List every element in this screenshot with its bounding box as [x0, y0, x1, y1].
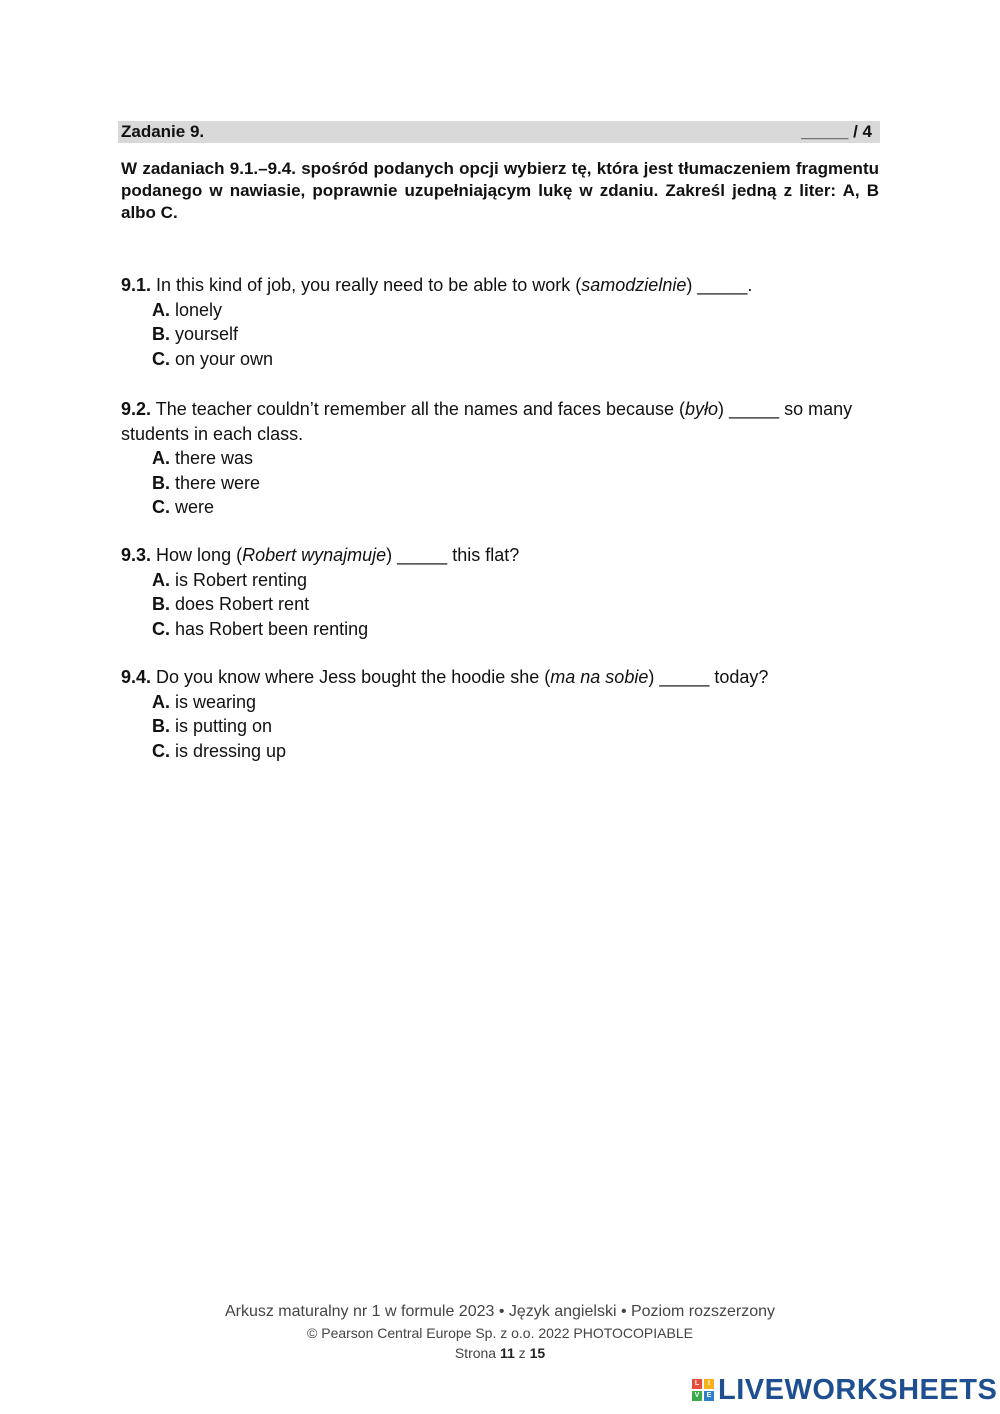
logo-mark-icon: L I V E [692, 1379, 714, 1401]
option-c[interactable]: C. is dressing up [152, 740, 287, 761]
footer-copyright: © Pearson Central Europe Sp. z o.o. 2022 PHOTOCOPIABLE [307, 1325, 693, 1341]
task-instruction: W zadaniach 9.1.–9.4. spośród podanych opcji wybierz tę, która jest tłumaczeniem fragmentu podanego w nawiasie, poprawnie uzupełniającym lukę w zdaniu. Zakreśl jedną z liter: A, B albo C. [121, 159, 879, 222]
question-9-4 [121, 665, 881, 763]
stem-text-end: ) _____ this flat? [386, 545, 520, 565]
question-number: 9.1. [121, 275, 152, 295]
option-a[interactable]: A. is wearing [152, 691, 257, 712]
stem-text: How long ( [151, 545, 243, 565]
option-c[interactable]: C. were [152, 497, 215, 517]
stem-text: The teacher couldn’t remember all the names and faces because ( [151, 399, 685, 419]
option-b[interactable]: B. yourself [152, 324, 239, 344]
question-stem [121, 665, 881, 690]
answer-options [121, 690, 881, 764]
stem-polish-phrase: samodzielnie [581, 275, 687, 295]
question-number: 9.3. [121, 545, 152, 565]
task-header [118, 121, 880, 143]
question-stem [121, 397, 881, 446]
answer-options [121, 298, 881, 372]
stem-polish-phrase: było [685, 399, 719, 419]
option-a[interactable]: A. lonely [152, 299, 223, 320]
option-b[interactable]: B. does Robert rent [152, 594, 310, 614]
option-c[interactable]: C. on your own [152, 348, 274, 369]
question-number: 9.2. [121, 399, 152, 419]
task-title: Zadanie 9. [121, 122, 205, 141]
question-9-2 [121, 397, 881, 520]
option-b[interactable]: B. there were [152, 472, 261, 493]
stem-text-end: ) _____. [686, 275, 753, 295]
option-c[interactable]: C. has Robert been renting [152, 618, 369, 639]
option-b[interactable]: B. is putting on [152, 716, 273, 736]
stem-text-end: ) _____ today? [648, 667, 769, 687]
question-9-1 [121, 273, 881, 371]
answer-options [121, 446, 881, 520]
option-a[interactable]: A. is Robert renting [152, 569, 308, 590]
stem-text-end: ) _____ so many students in each class. [121, 399, 853, 444]
score-field: _____ / 4 [801, 122, 872, 141]
question-9-3 [121, 543, 881, 641]
question-stem [121, 543, 881, 568]
question-stem [121, 273, 881, 298]
footer-exam-info: Arkusz maturalny nr 1 w formule 2023 • Język angielski • Poziom rozszerzony [224, 1303, 776, 1320]
stem-text: Do you know where Jess bought the hoodie she ( [151, 667, 551, 687]
answer-options [121, 568, 881, 642]
question-number: 9.4. [121, 667, 152, 687]
stem-text: In this kind of job, you really need to be able to work ( [151, 275, 582, 295]
liveworksheets-logo [692, 1372, 997, 1408]
logo-text: LIVEWORKSHEETS [718, 1373, 998, 1406]
stem-polish-phrase: ma na sobie [550, 667, 649, 687]
option-a[interactable]: A. there was [152, 448, 254, 468]
stem-polish-phrase: Robert wynajmuje [242, 545, 387, 565]
page-number: Strona 11 z 15 [454, 1345, 546, 1361]
